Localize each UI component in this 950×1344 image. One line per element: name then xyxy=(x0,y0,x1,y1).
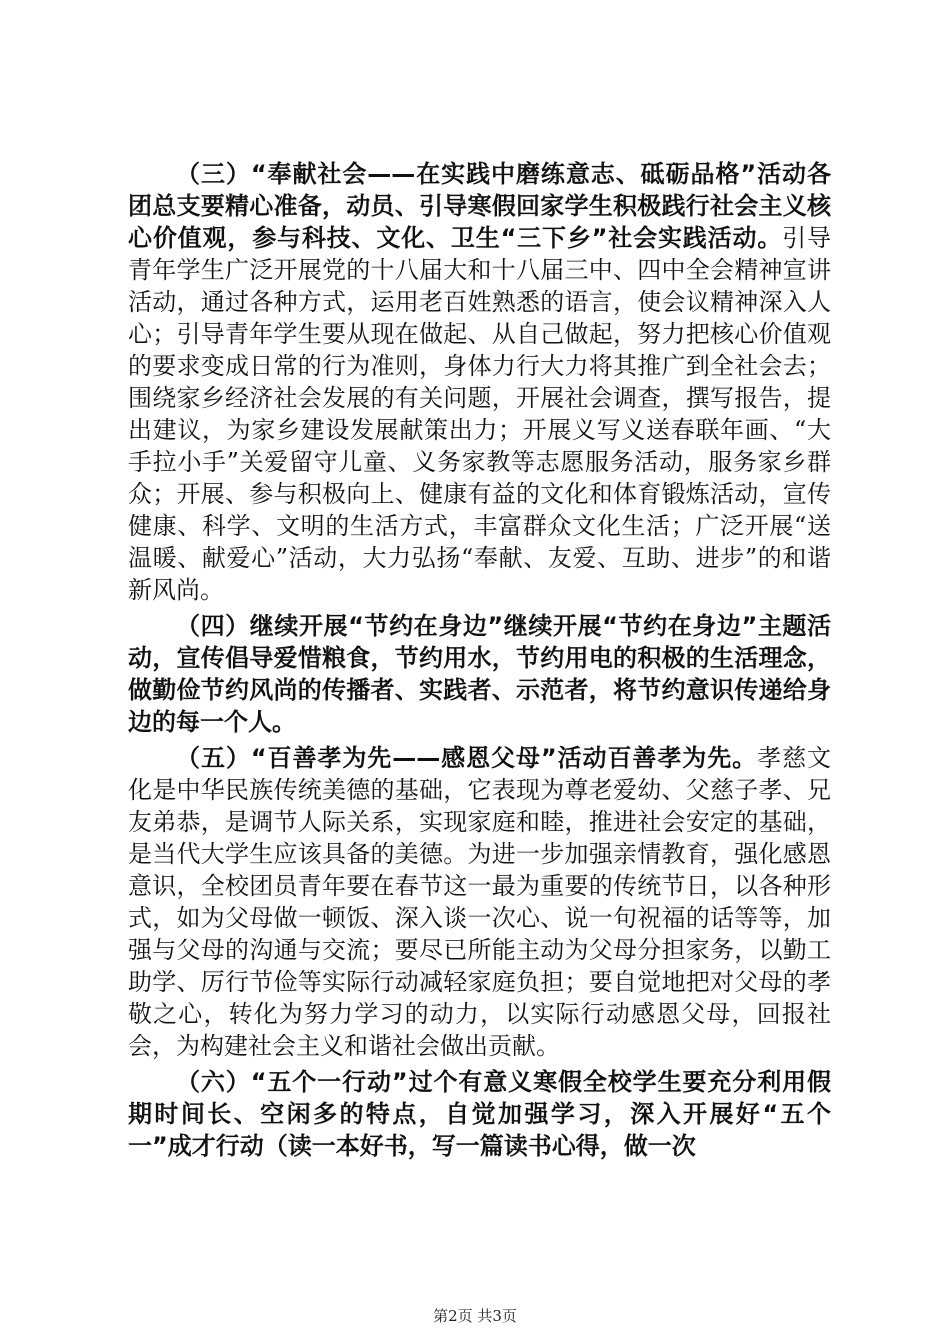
paragraph-3-lead: （三）“奉献社会——在实践中磨练意志、砥砺品格”活动各团总支要精心准备，动员、引导寒假回家学生积极践行社会主义核心价值观，参与科技、文化、卫生“三下乡”社会实践活动。 xyxy=(128,160,831,252)
paragraph-5-lead: （五）“百善孝为先——感恩父母”活动百善孝为先。 xyxy=(176,744,758,772)
document-body xyxy=(128,158,831,1162)
paragraph-5-body: 孝慈文化是中华民族传统美德的基础，它表现为尊老爱幼、父慈子孝、兄友弟恭，是调节人际关系，实现家庭和睦，推进社会安定的基础，是当代大学生应该具备的美德。为进一步加强亲情教育，强化感恩意识，全校团员青年要在春节这一最为重要的传统节日，以各种形式，如为父母做一顿饭、深入谈一次心、说一句祝福的话等等，加强与父母的沟通与交流；要尽已所能主动为父母分担家务，以勤工助学、厉行节俭等实际行动减轻家庭负担；要自觉地把对父母的孝敬之心，转化为努力学习的动力，以实际行动感恩父母，回报社会，为构建社会主义和谐社会做出贡献。 xyxy=(128,744,832,1060)
paragraph-6 xyxy=(128,1066,831,1162)
page-number: 第2页 共3页 xyxy=(433,1307,517,1325)
paragraph-4-lead: （四）继续开展“节约在身边”继续开展“节约在身边”主题活动，宣传倡导爱惜粮食，节约用水，节约用电的积极的生活理念，做勤俭节约风尚的传播者、实践者、示范者，将节约意识传递给身边的每一个人。 xyxy=(128,612,831,736)
paragraph-5 xyxy=(128,742,831,1062)
page-footer xyxy=(0,1306,950,1326)
paragraph-3 xyxy=(128,158,831,606)
paragraph-6-lead: （六）“五个一行动”过个有意义寒假全校学生要充分利用假期时间长、空闲多的特点，自觉加强学习，深入开展好“五个一”成才行动（读一本好书，写一篇读书心得，做一次 xyxy=(128,1068,831,1160)
paragraph-3-body: 引导青年学生广泛开展党的十八届大和十八届三中、四中全会精神宣讲活动，通过各种方式，运用老百姓熟悉的语言，使会议精神深入人心；引导青年学生要从现在做起、从自己做起，努力把核心价值观的要求变成日常的行为准则，身体力行大力将其推广到全社会去；围绕家乡经济社会发展的有关问题，开展社会调查，撰写报告，提出建议，为家乡建设发展献策出力；开展义写义送春联年画、“大手拉小手”关爱留守儿童、义务家教等志愿服务活动，服务家乡群众；开展、参与积极向上、健康有益的文化和体育锻炼活动，宣传健康、科学、文明的生活方式，丰富群众文化生活；广泛开展“送温暖、献爱心”活动，大力弘扬“奉献、友爱、互助、进步”的和谐新风尚。 xyxy=(128,224,832,604)
paragraph-4 xyxy=(128,610,831,738)
